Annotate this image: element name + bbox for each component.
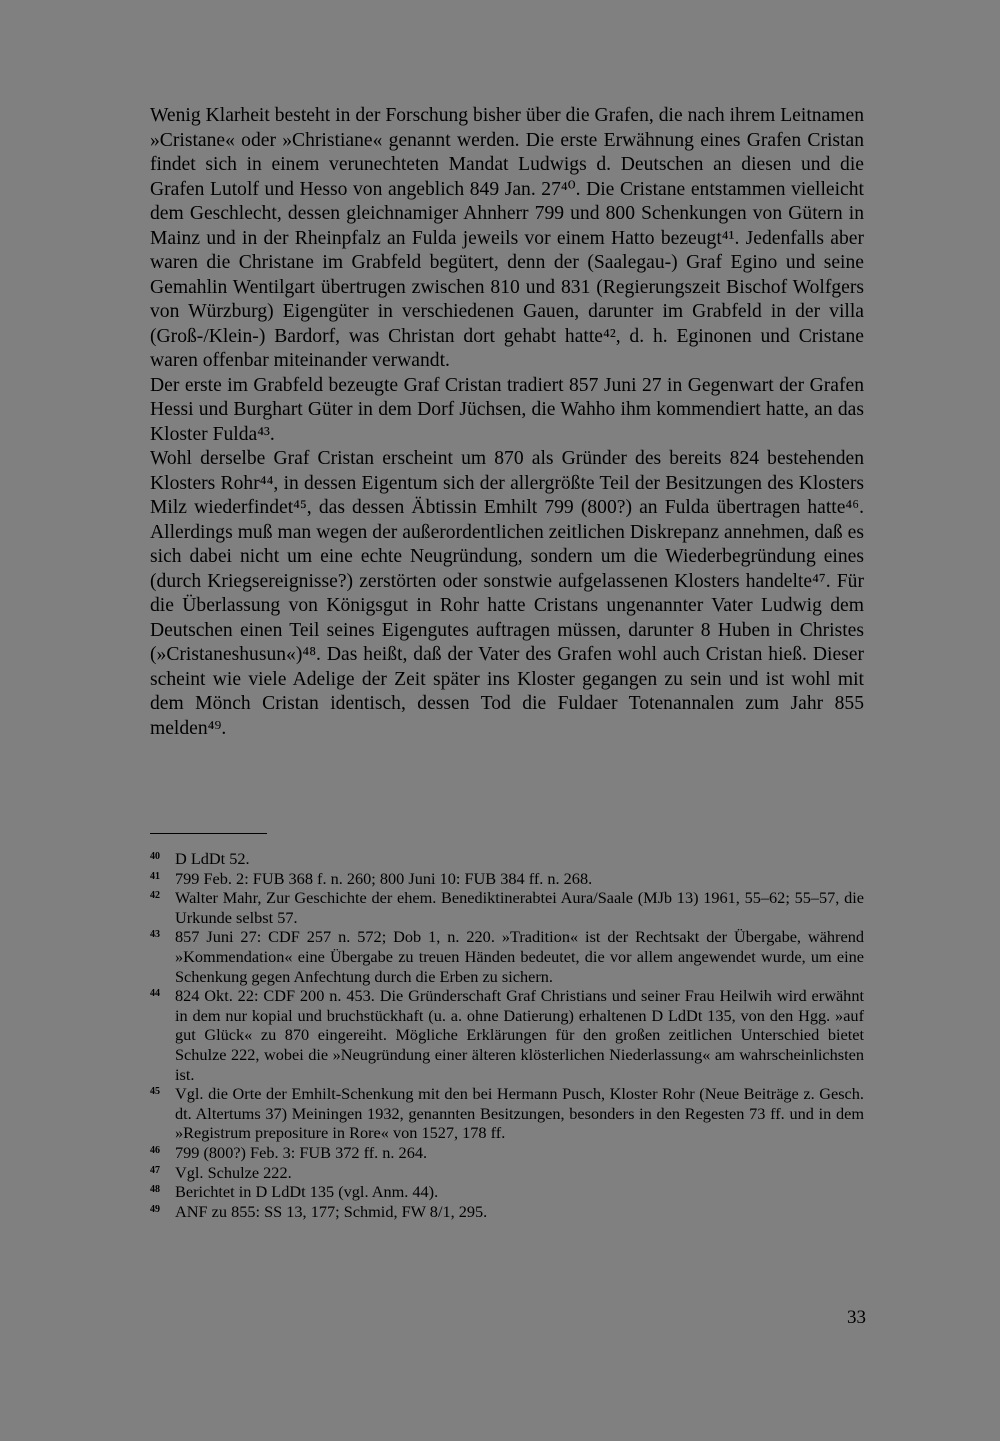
footnote-text: 857 Juni 27: CDF 257 n. 572; Dob 1, n. 220. »Tradition« ist der Rechtsakt der Übergabe, während »Kommendation« eine Übergabe zu treuen Händen bedeutet, die vor allem angewendet wurde, um eine Schenkung gegen Anfechtung durch die Erben zu sichern. [175,927,864,986]
footnote-text: ANF zu 855: SS 13, 177; Schmid, FW 8/1, 295. [175,1201,488,1221]
footnote-43 [150,927,864,986]
footnote-number: 45 [150,1086,160,1098]
footnote-number: 44 [150,988,160,1000]
footnote-number: 42 [150,890,160,902]
footnote-47 [150,1163,864,1183]
footnote-number: 40 [150,851,160,862]
footnote-separator [150,833,267,834]
footnote-44 [150,986,864,1084]
paragraph-2: Der erste im Grabfeld bezeugte Graf Cristan tradiert 857 Juni 27 in Gegenwart der Grafen Hessi und Burghart Güter in dem Dorf Jüchsen, die Wahho ihm kommendiert hatte, an das Kloster Fulda⁴³. [150,374,864,445]
footnote-number: 48 [150,1184,160,1196]
footnote-46 [150,1143,864,1163]
footnote-text: Berichtet in D LdDt 135 (vgl. Anm. 44). [175,1182,439,1202]
footnote-text: Walter Mahr, Zur Geschichte der ehem. Benediktinerabtei Aura/Saale (MJb 13) 1961, 55–62; 55–57, die Urkunde selbst 57. [175,888,864,927]
footnote-45 [150,1084,864,1143]
footnote-49 [150,1202,864,1222]
footnote-number: 49 [150,1203,160,1215]
footnote-40 [150,849,864,869]
footnotes [150,849,864,1221]
footnote-42 [150,888,864,927]
page-number: 33 [847,1307,866,1328]
main-text [150,104,864,741]
paragraph-1: Wenig Klarheit besteht in der Forschung bisher über die Grafen, die nach ihrem Leitnamen »Cristane« oder »Christiane« genannt werden. Die erste Erwähnung eines Grafen Cristan findet sich in einem verunechteten Mandat Ludwigs d. Deutschen an diesen und die Grafen Lutolf und Hesso von angeblich 849 Jan. 27⁴⁰. Die Cristane entstammen vielleicht dem Geschlecht, dessen gleichnamiger Ahnherr 799 und 800 Schenkungen von Gütern in Mainz und in der Rheinpfalz an Fulda jeweils vor einem Hatto bezeugt⁴¹. Jedenfalls aber waren die Christane im Grabfeld begütert, denn der (Saalegau-) Graf Egino und seine Gemahlin Wentilgart übertrugen zwischen 810 und 831 (Regierungszeit Bischof Wolfgers von Würzburg) Eigengüter in verschiedenen Gauen, darunter im Grabfeld in der villa (Groß-/Klein-) Bardorf, was Christan dort gehabt hatte⁴², d. h. Eginonen und Cristane waren offenbar miteinander verwandt. [150,105,864,371]
footnote-text: Vgl. Schulze 222. [175,1162,292,1182]
paragraph-3: Wohl derselbe Graf Cristan erscheint um 870 als Gründer des bereits 824 bestehenden Klosters Rohr⁴⁴, in dessen Eigentum sich der allergrößte Teil der Besitzungen des Klosters Milz wiederfindet⁴⁵, das dessen Äbtissin Emhilt 799 (800?) an Fulda übertragen hatte⁴⁶. Allerdings muß man wegen der außerordentlichen zeitlichen Diskrepanz annehmen, daß es sich dabei nicht um eine echte Neugründung, sondern um die Wiederbegründung eines (durch Kriegsereignisse?) zerstörten oder sonstwie aufgelassenen Klosters handelte⁴⁷. Für die Überlassung von Königsgut in Rohr hatte Cristans ungenannter Vater Ludwig dem Deutschen einen Teil seines Eigengutes auftragen müssen, darunter 8 Huben in Christes (»Cristaneshusun«)⁴⁸. Das heißt, daß der Vater des Grafen wohl auch Cristan hieß. Dieser scheint wie viele Adelige der Zeit später ins Kloster gegangen zu sein und ist wohl mit dem Mönch Cristan identisch, dessen Tod die Fuldaer Totenannalen zum Jahr 855 melden⁴⁹. [150,448,864,739]
footnote-number: 46 [150,1144,160,1156]
footnote-text: D LdDt 52. [175,849,250,868]
footnote-text: 799 Feb. 2: FUB 368 f. n. 260; 800 Juni 10: FUB 384 ff. n. 268. [175,868,593,888]
footnote-text: Vgl. die Orte der Emhilt-Schenkung mit den bei Hermann Pusch, Kloster Rohr (Neue Beiträge z. Gesch. dt. Altertums 37) Meiningen 1932, genannten Besitzungen, besonders in den Regesten 73 ff. und in dem »Registrum prepositure in Rore« von 1527, 178 ff. [175,1084,864,1143]
footnote-number: 47 [150,1164,160,1176]
footnote-text: 824 Okt. 22: CDF 200 n. 453. Die Gründerschaft Graf Christians und seiner Frau Heilwih wird erwähnt in dem nur kopial und bruchstückhaft (u. a. ohne Datierung) erhaltenen D LdDt 135, von den Hgg. »auf gut Glück« zu 870 eingereiht. Mögliche Erklärungen für den großen zeitlichen Unterschied bietet Schulze 222, wobei die »Neugründung einer älteren klösterlichen Niederlassung« am wahrscheinlichsten ist. [175,986,864,1084]
footnote-number: 41 [150,870,160,882]
footnote-text: 799 (800?) Feb. 3: FUB 372 ff. n. 264. [175,1142,428,1162]
footnote-number: 43 [150,929,160,941]
footnote-48 [150,1182,864,1202]
footnote-41 [150,869,864,889]
